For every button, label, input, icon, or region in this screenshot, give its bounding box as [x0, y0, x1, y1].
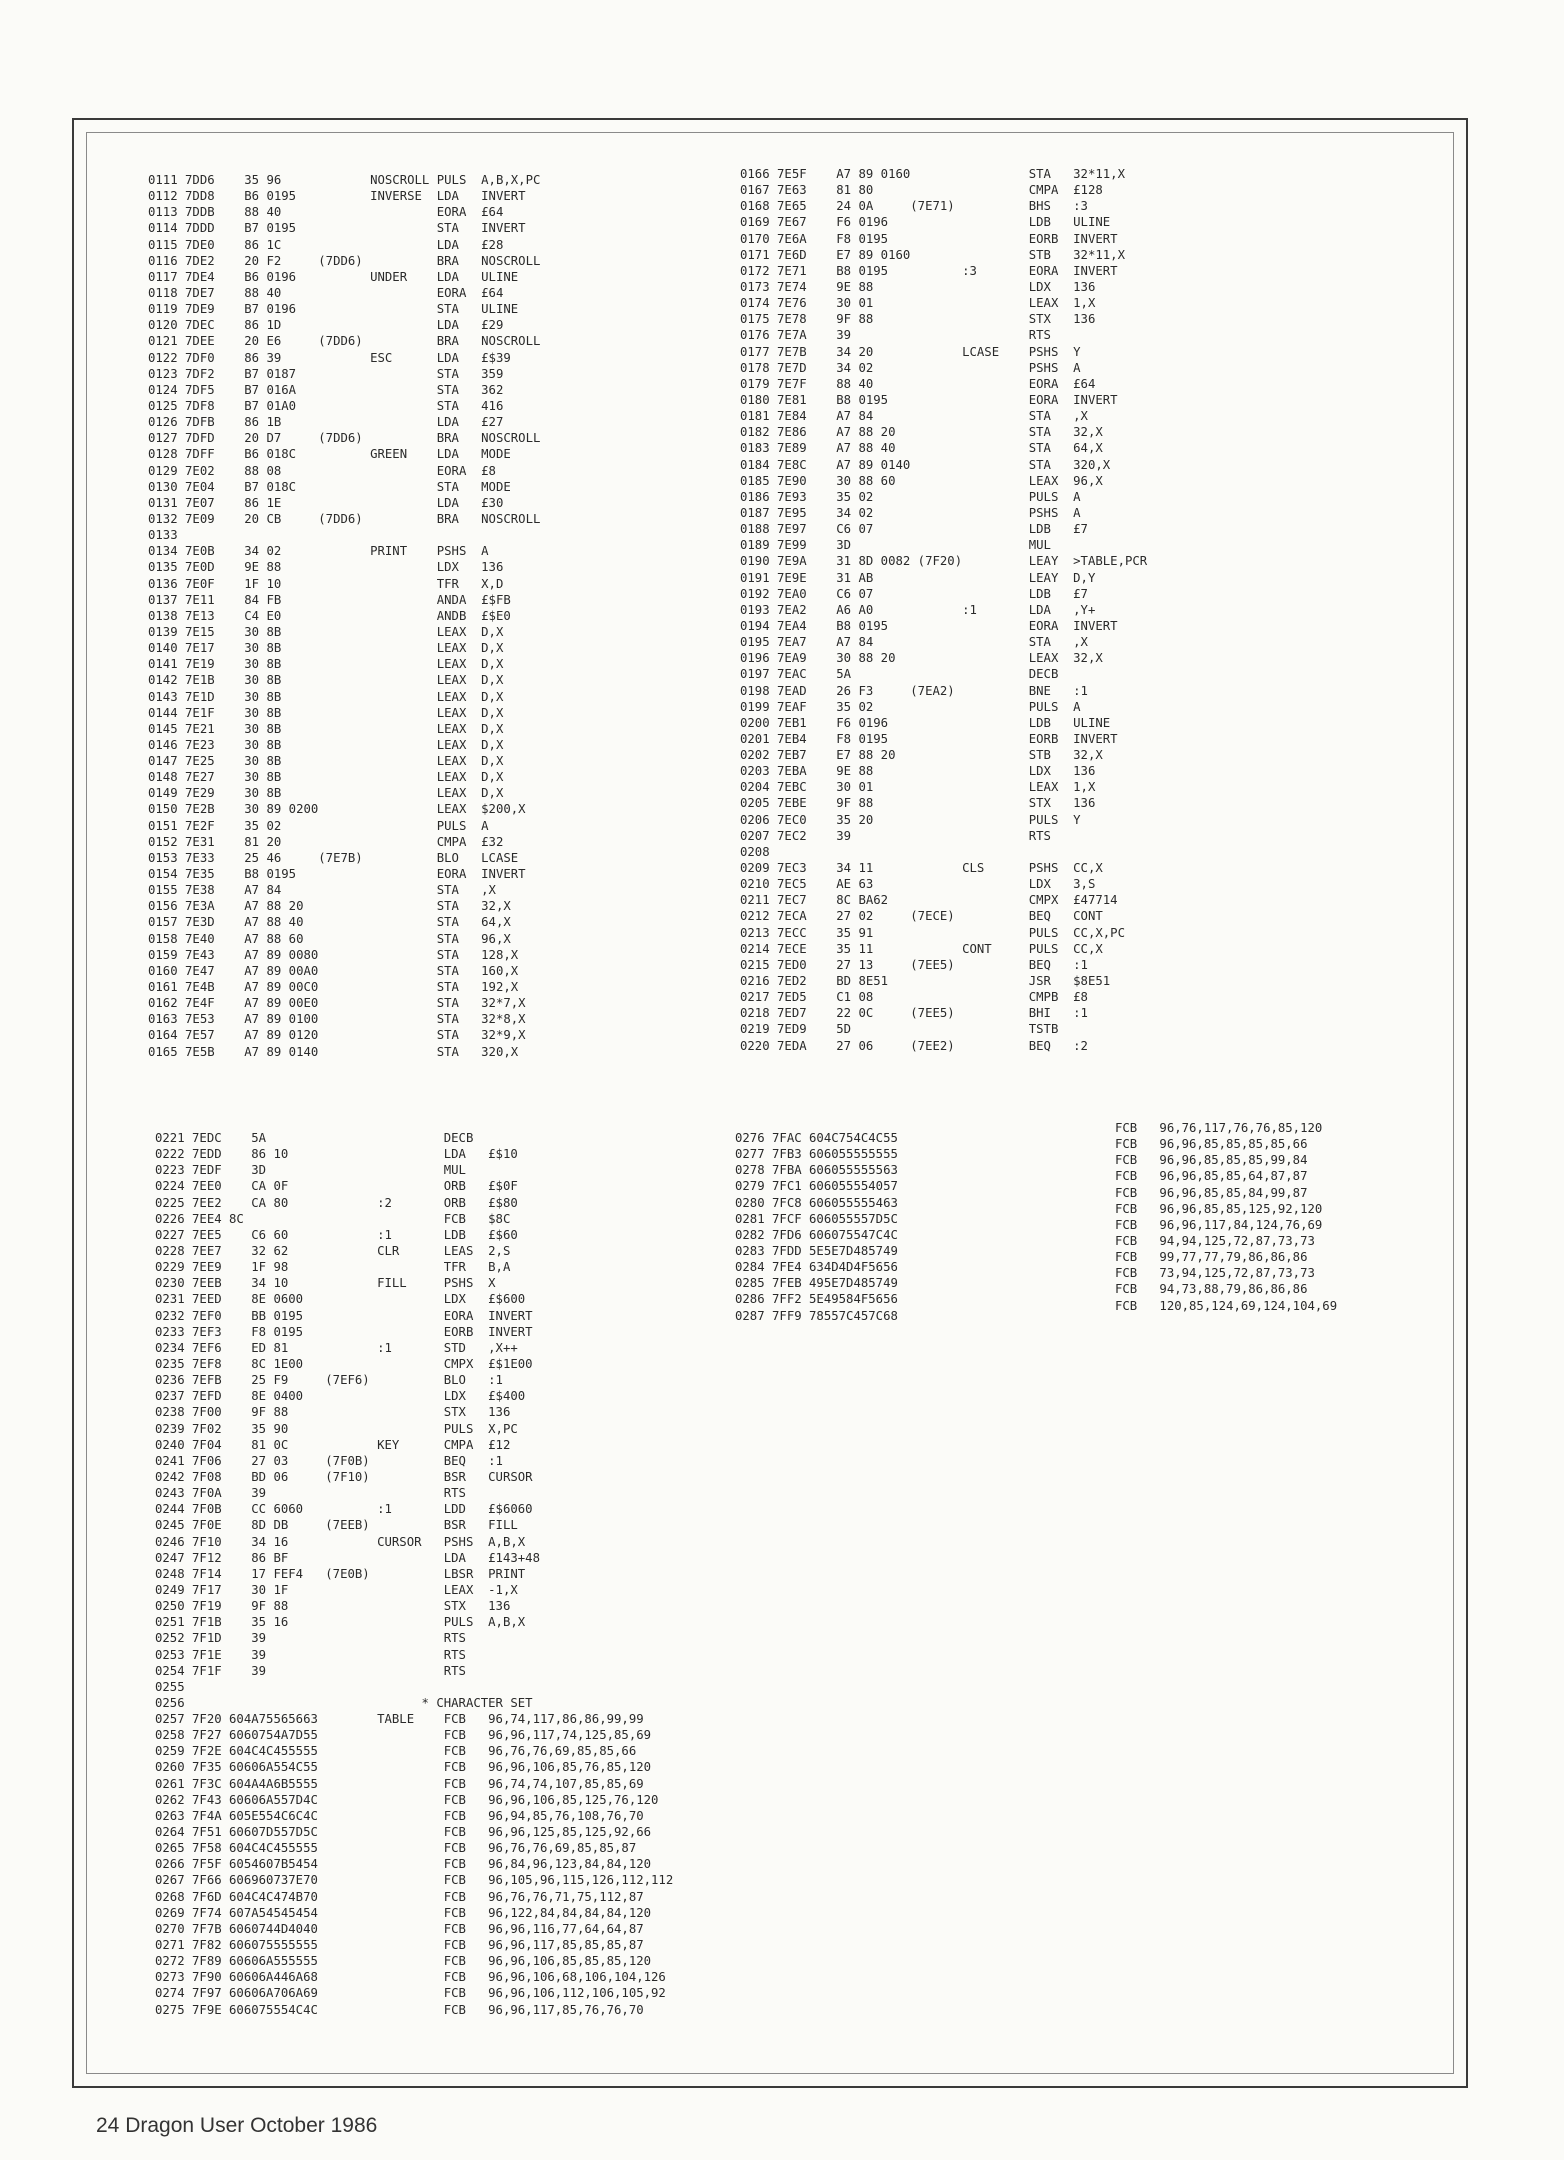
listing-line: 0225 7EE2 CA 80 :2 ORB £$80 [155, 1195, 518, 1210]
listing-line: 0129 7E02 88 08 EORA £8 [148, 463, 496, 478]
listing-line: 0251 7F1B 35 16 PULS A,B,X [155, 1615, 526, 1630]
listing-line: 0165 7E5B A7 89 0140 STA 320,X [148, 1044, 519, 1059]
listing-line: 0201 7EB4 F8 0195 EORB INVERT [740, 731, 1118, 746]
listing-block-fcb-data [1115, 1120, 1337, 1314]
listing-line: 0212 7ECA 27 02 (7ECE) BEQ CONT [740, 909, 1103, 924]
listing-line: 0206 7EC0 35 20 PULS Y [740, 812, 1081, 827]
listing-line: 0141 7E19 30 8B LEAX D,X [148, 657, 504, 672]
listing-line: 0222 7EDD 86 10 LDA £$10 [155, 1147, 518, 1162]
listing-line: 0113 7DDB 88 40 EORA £64 [148, 205, 504, 220]
listing-line: 0132 7E09 20 CB (7DD6) BRA NOSCROLL [148, 511, 541, 526]
listing-line: 0238 7F00 9F 88 STX 136 [155, 1405, 511, 1420]
listing-line: 0168 7E65 24 0A (7E71) BHS :3 [740, 199, 1088, 214]
listing-line: 0150 7E2B 30 89 0200 LEAX $200,X [148, 802, 526, 817]
listing-line: 0240 7F04 81 0C KEY CMPA £12 [155, 1437, 511, 1452]
listing-line: FCB 96,96,85,85,125,92,120 [1115, 1201, 1323, 1216]
listing-line: 0216 7ED2 BD 8E51 JSR $8E51 [740, 974, 1111, 989]
listing-line: 0268 7F6D 604C4C474B70 FCB 96,76,76,71,75,112,87 [155, 1889, 644, 1904]
listing-line: 0166 7E5F A7 89 0160 STA 32*11,X [740, 167, 1125, 181]
listing-line: 0209 7EC3 34 11 CLS PSHS CC,X [740, 861, 1103, 876]
listing-line: 0154 7E35 B8 0195 EORA INVERT [148, 867, 526, 882]
listing-line: 0281 7FCF 606055557D5C [735, 1211, 898, 1226]
listing-line: 0276 7FAC 604C754C4C55 [735, 1131, 898, 1145]
listing-line: 0163 7E53 A7 89 0100 STA 32*8,X [148, 1012, 526, 1027]
listing-line: 0202 7EB7 E7 88 20 STB 32,X [740, 748, 1103, 763]
listing-line: 0192 7EA0 C6 07 LDB £7 [740, 586, 1088, 601]
listing-line: 0123 7DF2 B7 0187 STA 359 [148, 366, 504, 381]
listing-line: 0122 7DF0 86 39 ESC LDA £$39 [148, 350, 511, 365]
listing-line: 0186 7E93 35 02 PULS A [740, 489, 1081, 504]
listing-line: 0249 7F17 30 1F LEAX -1,X [155, 1582, 518, 1597]
listing-line: 0164 7E57 A7 89 0120 STA 32*9,X [148, 1028, 526, 1043]
listing-line: FCB 94,73,88,79,86,86,86 [1115, 1282, 1308, 1297]
listing-line: 0250 7F19 9F 88 STX 136 [155, 1599, 511, 1614]
page-footer: 24 Dragon User October 1986 [96, 2114, 378, 2137]
listing-line: FCB 96,96,85,85,64,87,87 [1115, 1169, 1308, 1184]
listing-line: 0219 7ED9 5D TSTB [740, 1022, 1059, 1037]
listing-line: 0258 7F27 6060754A7D55 FCB 96,96,117,74,125,85,69 [155, 1728, 652, 1743]
listing-line: 0252 7F1D 39 RTS [155, 1631, 466, 1646]
listing-line: 0193 7EA2 A6 A0 :1 LDA ,Y+ [740, 602, 1096, 617]
listing-line: 0167 7E63 81 80 CMPA £128 [740, 183, 1103, 198]
listing-line: 0259 7F2E 604C4C455555 FCB 96,76,76,69,85,85,66 [155, 1744, 637, 1759]
listing-line: 0111 7DD6 35 96 NOSCROLL PULS A,B,X,PC [148, 173, 541, 187]
listing-line: 0116 7DE2 20 F2 (7DD6) BRA NOSCROLL [148, 253, 541, 268]
listing-line: 0125 7DF8 B7 01A0 STA 416 [148, 398, 504, 413]
listing-line: 0114 7DDD B7 0195 STA INVERT [148, 221, 526, 236]
listing-line: 0124 7DF5 B7 016A STA 362 [148, 382, 504, 397]
listing-line: 0228 7EE7 32 62 CLR LEAS 2,S [155, 1243, 511, 1258]
listing-line: FCB 94,94,125,72,87,73,73 [1115, 1233, 1315, 1248]
listing-line: 0203 7EBA 9E 88 LDX 136 [740, 764, 1096, 779]
listing-line: 0195 7EA7 A7 84 STA ,X [740, 635, 1088, 650]
listing-block-lines-0221-0275 [155, 1130, 673, 2018]
listing-line: 0191 7E9E 31 AB LEAY D,Y [740, 570, 1096, 585]
listing-line: 0282 7FD6 606075547C4C [735, 1227, 898, 1242]
listing-line: 0257 7F20 604A75565663 TABLE FCB 96,74,117,86,86,99,99 [155, 1712, 644, 1727]
listing-line: 0218 7ED7 22 0C (7EE5) BHI :1 [740, 1006, 1088, 1021]
listing-line: 0279 7FC1 606055554057 [735, 1179, 898, 1194]
listing-line: 0274 7F97 60606A706A69 FCB 96,96,106,112,106,105,92 [155, 1986, 666, 2001]
listing-line: 0255 [155, 1679, 185, 1694]
listing-line: 0183 7E89 A7 88 40 STA 64,X [740, 441, 1103, 456]
listing-line: 0142 7E1B 30 8B LEAX D,X [148, 673, 504, 688]
listing-line: 0119 7DE9 B7 0196 STA ULINE [148, 302, 519, 317]
listing-line: 0229 7EE9 1F 98 TFR B,A [155, 1260, 511, 1275]
listing-line: 0131 7E07 86 1E LDA £30 [148, 495, 504, 510]
listing-line: 0151 7E2F 35 02 PULS A [148, 818, 489, 833]
listing-line: 0173 7E74 9E 88 LDX 136 [740, 279, 1096, 294]
listing-line: 0177 7E7B 34 20 LCASE PSHS Y [740, 344, 1081, 359]
listing-line: 0285 7FEB 495E7D485749 [735, 1276, 898, 1291]
listing-line: 0182 7E86 A7 88 20 STA 32,X [740, 425, 1103, 440]
listing-line: 0248 7F14 17 FEF4 (7E0B) LBSR PRINT [155, 1566, 526, 1581]
listing-line: FCB 96,96,85,85,84,99,87 [1115, 1185, 1308, 1200]
listing-line: 0277 7FB3 606055555555 [735, 1147, 898, 1162]
listing-line: 0149 7E29 30 8B LEAX D,X [148, 786, 504, 801]
listing-line: 0189 7E99 3D MUL [740, 538, 1051, 553]
listing-line: 0138 7E13 C4 E0 ANDB £$E0 [148, 608, 511, 623]
listing-line: FCB 96,96,85,85,85,99,84 [1115, 1153, 1308, 1168]
listing-line: 0224 7EE0 CA 0F ORB £$0F [155, 1179, 518, 1194]
listing-line: 0230 7EEB 34 10 FILL PSHS X [155, 1276, 496, 1291]
listing-line: 0286 7FF2 5E49584F5656 [735, 1292, 898, 1307]
listing-block-lines-0166-0220 [740, 166, 1147, 1054]
listing-line: FCB 73,94,125,72,87,73,73 [1115, 1266, 1315, 1281]
listing-line: 0153 7E33 25 46 (7E7B) BLO LCASE [148, 850, 519, 865]
listing-line: 0181 7E84 A7 84 STA ,X [740, 409, 1088, 424]
listing-line: 0185 7E90 30 88 60 LEAX 96,X [740, 473, 1103, 488]
listing-line: 0194 7EA4 B8 0195 EORA INVERT [740, 618, 1118, 633]
listing-line: 0145 7E21 30 8B LEAX D,X [148, 721, 504, 736]
listing-line: 0269 7F74 607A54545454 FCB 96,122,84,84,84,84,120 [155, 1905, 652, 1920]
listing-line: 0133 [148, 528, 178, 543]
listing-line: 0265 7F58 604C4C455555 FCB 96,76,76,69,85,85,87 [155, 1841, 637, 1856]
listing-line: 0284 7FE4 634D4D4F5656 [735, 1260, 898, 1275]
listing-line: 0130 7E04 B7 018C STA MODE [148, 479, 511, 494]
listing-line: 0188 7E97 C6 07 LDB £7 [740, 522, 1088, 537]
listing-line: 0197 7EAC 5A DECB [740, 667, 1059, 682]
listing-line: 0207 7EC2 39 RTS [740, 828, 1051, 843]
listing-line: 0157 7E3D A7 88 40 STA 64,X [148, 915, 511, 930]
listing-line: 0148 7E27 30 8B LEAX D,X [148, 770, 504, 785]
listing-line: 0144 7E1F 30 8B LEAX D,X [148, 705, 504, 720]
listing-line: 0278 7FBA 606055555563 [735, 1163, 898, 1178]
listing-line: 0143 7E1D 30 8B LEAX D,X [148, 689, 504, 704]
listing-line: FCB 99,77,77,79,86,86,86 [1115, 1250, 1308, 1265]
listing-line: 0135 7E0D 9E 88 LDX 136 [148, 560, 504, 575]
listing-line: 0239 7F02 35 90 PULS X,PC [155, 1421, 518, 1436]
listing-line: 0232 7EF0 BB 0195 EORA INVERT [155, 1308, 533, 1323]
listing-line: 0118 7DE7 88 40 EORA £64 [148, 285, 504, 300]
listing-line: 0256 * CHARACTER SET [155, 1695, 533, 1710]
listing-line: 0161 7E4B A7 89 00C0 STA 192,X [148, 980, 519, 995]
listing-line: 0267 7F66 606960737E70 FCB 96,105,96,115,126,112,112 [155, 1873, 674, 1888]
listing-line: 0175 7E78 9F 88 STX 136 [740, 312, 1096, 327]
listing-line: 0134 7E0B 34 02 PRINT PSHS A [148, 544, 489, 559]
listing-line: 0215 7ED0 27 13 (7EE5) BEQ :1 [740, 957, 1088, 972]
listing-line: 0136 7E0F 1F 10 TFR X,D [148, 576, 504, 591]
listing-line: 0196 7EA9 30 88 20 LEAX 32,X [740, 651, 1103, 666]
listing-line: 0152 7E31 81 20 CMPA £32 [148, 834, 504, 849]
listing-line: 0272 7F89 60606A555555 FCB 96,96,106,85,85,85,120 [155, 1954, 652, 1969]
listing-line: 0140 7E17 30 8B LEAX D,X [148, 641, 504, 656]
listing-line: FCB 96,76,117,76,76,85,120 [1115, 1121, 1323, 1135]
listing-line: 0220 7EDA 27 06 (7EE2) BEQ :2 [740, 1038, 1088, 1053]
listing-line: 0179 7E7F 88 40 EORA £64 [740, 376, 1096, 391]
listing-line: 0273 7F90 60606A446A68 FCB 96,96,106,68,106,104,126 [155, 1970, 666, 1985]
listing-line: 0244 7F0B CC 6060 :1 LDD £$6060 [155, 1502, 533, 1517]
listing-line: 0234 7EF6 ED 81 :1 STD ,X++ [155, 1340, 518, 1355]
listing-line: 0115 7DE0 86 1C LDA £28 [148, 237, 504, 252]
listing-line: 0172 7E71 B8 0195 :3 EORA INVERT [740, 263, 1118, 278]
listing-line: 0280 7FC8 606055555463 [735, 1195, 898, 1210]
listing-line: 0208 [740, 844, 770, 859]
listing-line: 0170 7E6A F8 0195 EORB INVERT [740, 231, 1118, 246]
listing-line: FCB 120,85,124,69,124,104,69 [1115, 1298, 1338, 1313]
listing-line: 0263 7F4A 605E554C6C4C FCB 96,94,85,76,108,76,70 [155, 1808, 644, 1823]
listing-line: 0204 7EBC 30 01 LEAX 1,X [740, 780, 1096, 795]
listing-line: 0146 7E23 30 8B LEAX D,X [148, 737, 504, 752]
listing-line: 0210 7EC5 AE 63 LDX 3,S [740, 877, 1096, 892]
listing-line: 0233 7EF3 F8 0195 EORB INVERT [155, 1324, 533, 1339]
listing-line: 0174 7E76 30 01 LEAX 1,X [740, 296, 1096, 311]
listing-line: 0162 7E4F A7 89 00E0 STA 32*7,X [148, 996, 526, 1011]
listing-line: 0171 7E6D E7 89 0160 STB 32*11,X [740, 247, 1125, 262]
listing-line: 0262 7F43 60606A557D4C FCB 96,96,106,85,125,76,120 [155, 1792, 659, 1807]
listing-line: 0120 7DEC 86 1D LDA £29 [148, 318, 504, 333]
listing-line: 0213 7ECC 35 91 PULS CC,X,PC [740, 925, 1125, 940]
listing-line: 0121 7DEE 20 E6 (7DD6) BRA NOSCROLL [148, 334, 541, 349]
listing-line: 0287 7FF9 78557C457C68 [735, 1308, 898, 1323]
listing-line: 0198 7EAD 26 F3 (7EA2) BNE :1 [740, 683, 1088, 698]
listing-line: 0266 7F5F 6054607B5454 FCB 96,84,96,123,84,84,120 [155, 1857, 652, 1872]
listing-line: 0231 7EED 8E 0600 LDX £$600 [155, 1292, 526, 1307]
listing-line: 0155 7E38 A7 84 STA ,X [148, 883, 496, 898]
listing-line: 0241 7F06 27 03 (7F0B) BEQ :1 [155, 1453, 503, 1468]
listing-line: FCB 96,96,85,85,85,85,66 [1115, 1137, 1308, 1152]
listing-line: 0117 7DE4 B6 0196 UNDER LDA ULINE [148, 269, 519, 284]
listing-line: 0223 7EDF 3D MUL [155, 1163, 466, 1178]
listing-line: 0156 7E3A A7 88 20 STA 32,X [148, 899, 511, 914]
listing-line: 0184 7E8C A7 89 0140 STA 320,X [740, 457, 1111, 472]
listing-line: 0178 7E7D 34 02 PSHS A [740, 360, 1081, 375]
listing-line: 0214 7ECE 35 11 CONT PULS CC,X [740, 941, 1103, 956]
listing-line: 0139 7E15 30 8B LEAX D,X [148, 624, 504, 639]
listing-line: 0275 7F9E 606075554C4C FCB 96,96,117,85,76,76,70 [155, 2002, 644, 2017]
listing-line: 0217 7ED5 C1 08 CMPB £8 [740, 990, 1088, 1005]
listing-line: 0271 7F82 606075555555 FCB 96,96,117,85,85,85,87 [155, 1938, 644, 1953]
listing-line: FCB 96,96,117,84,124,76,69 [1115, 1217, 1323, 1232]
listing-line: 0260 7F35 60606A554C55 FCB 96,96,106,85,76,85,120 [155, 1760, 652, 1775]
listing-line: 0283 7FDD 5E5E7D485749 [735, 1243, 898, 1258]
listing-line: 0187 7E95 34 02 PSHS A [740, 505, 1081, 520]
listing-line: 0261 7F3C 604A4A6B5555 FCB 96,74,74,107,85,85,69 [155, 1776, 644, 1791]
listing-line: 0243 7F0A 39 RTS [155, 1486, 466, 1501]
listing-line: 0176 7E7A 39 RTS [740, 328, 1051, 343]
listing-line: 0211 7EC7 8C BA62 CMPX £47714 [740, 893, 1118, 908]
listing-line: 0264 7F51 60607D557D5C FCB 96,96,125,85,125,92,66 [155, 1825, 652, 1840]
listing-line: 0127 7DFD 20 D7 (7DD6) BRA NOSCROLL [148, 431, 541, 446]
listing-line: 0147 7E25 30 8B LEAX D,X [148, 754, 504, 769]
listing-line: 0235 7EF8 8C 1E00 CMPX £$1E00 [155, 1356, 533, 1371]
listing-line: 0254 7F1F 39 RTS [155, 1663, 466, 1678]
listing-line: 0242 7F08 BD 06 (7F10) BSR CURSOR [155, 1469, 533, 1484]
listing-block-lines-0276-0287 [735, 1130, 898, 1324]
listing-line: 0221 7EDC 5A DECB [155, 1131, 474, 1145]
listing-line: 0237 7EFD 8E 0400 LDX £$400 [155, 1389, 526, 1404]
listing-line: 0137 7E11 84 FB ANDA £$FB [148, 592, 511, 607]
listing-line: 0128 7DFF B6 018C GREEN LDA MODE [148, 447, 511, 462]
listing-line: 0159 7E43 A7 89 0080 STA 128,X [148, 947, 519, 962]
listing-line: 0245 7F0E 8D DB (7EEB) BSR FILL [155, 1518, 518, 1533]
listing-line: 0247 7F12 86 BF LDA £143+48 [155, 1550, 540, 1565]
listing-line: 0246 7F10 34 16 CURSOR PSHS A,B,X [155, 1534, 526, 1549]
listing-line: 0180 7E81 B8 0195 EORA INVERT [740, 392, 1118, 407]
listing-line: 0112 7DD8 B6 0195 INVERSE LDA INVERT [148, 189, 526, 204]
listing-line: 0270 7F7B 6060744D4040 FCB 96,96,116,77,64,64,87 [155, 1921, 644, 1936]
listing-line: 0227 7EE5 C6 60 :1 LDB £$60 [155, 1227, 518, 1242]
listing-line: 0158 7E40 A7 88 60 STA 96,X [148, 931, 511, 946]
listing-line: 0190 7E9A 31 8D 0082 (7F20) LEAY >TABLE,PCR [740, 554, 1148, 569]
listing-line: 0205 7EBE 9F 88 STX 136 [740, 796, 1096, 811]
listing-line: 0226 7EE4 8C FCB $8C [155, 1211, 511, 1226]
listing-block-lines-0111-0165 [148, 172, 540, 1060]
listing-line: 0126 7DFB 86 1B LDA £27 [148, 415, 504, 430]
listing-line: 0200 7EB1 F6 0196 LDB ULINE [740, 715, 1111, 730]
listing-line: 0199 7EAF 35 02 PULS A [740, 699, 1081, 714]
listing-line: 0236 7EFB 25 F9 (7EF6) BLO :1 [155, 1373, 503, 1388]
listing-line: 0169 7E67 F6 0196 LDB ULINE [740, 215, 1111, 230]
listing-line: 0253 7F1E 39 RTS [155, 1647, 466, 1662]
listing-line: 0160 7E47 A7 89 00A0 STA 160,X [148, 963, 519, 978]
